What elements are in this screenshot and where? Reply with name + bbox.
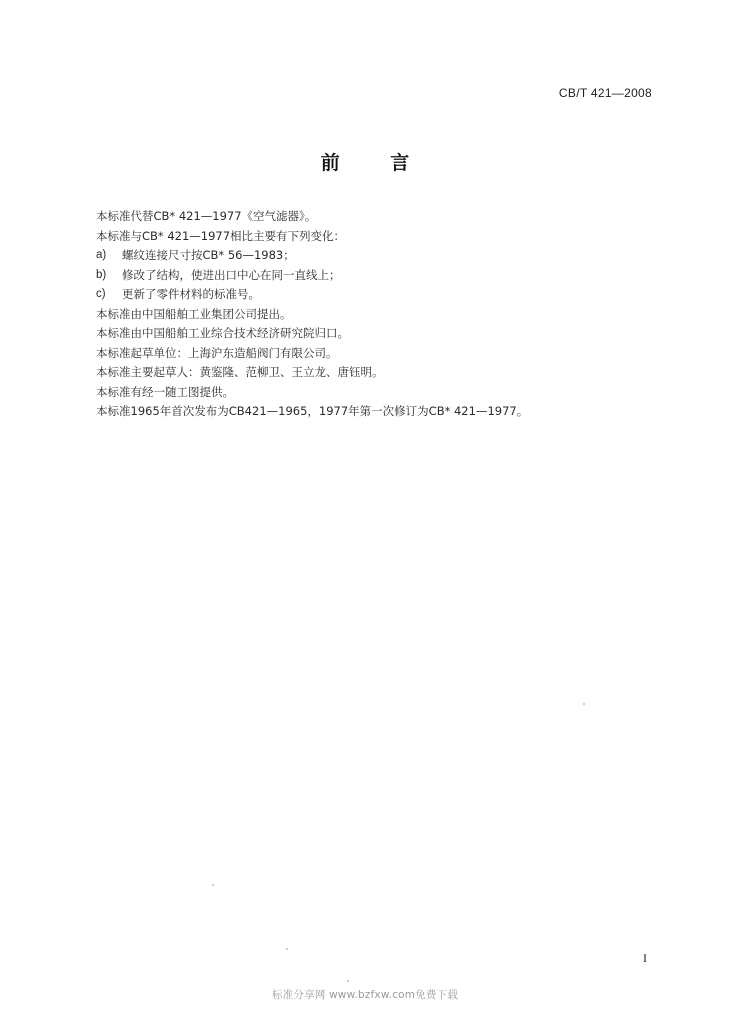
list-item-text: 更新了零件材料的标准号。 — [122, 287, 260, 301]
paragraph: 本标准主要起草人：黄鉴隆、范柳卫、王立龙、唐钰明。 — [96, 365, 384, 379]
list-item-label: b) — [96, 268, 107, 281]
page-title: 前 言 — [320, 152, 432, 174]
paragraph: 本标准与CB* 421—1977相比主要有下列变化： — [96, 228, 346, 243]
scan-speck — [347, 980, 349, 982]
paragraph: 本标准代替CB* 421—1977《空气滤器》。 — [96, 209, 317, 223]
scan-speck — [286, 948, 288, 950]
paragraph: 本标准由中国船舶工业综合技术经济研究院归口。 — [96, 326, 349, 340]
list-item — [96, 246, 656, 266]
list-item-label: c) — [96, 288, 106, 300]
list-item — [96, 266, 656, 286]
scan-speck — [212, 884, 214, 886]
scan-speck — [583, 703, 585, 705]
list-item-label: a) — [96, 249, 107, 261]
paragraph: 本标准起草单位：上海沪东造船阀门有限公司。 — [96, 345, 338, 360]
watermark: 标准分享网 www.bzfxw.com免费下载 — [271, 989, 459, 1001]
paragraph: 本标准有经一随工图提供。 — [96, 384, 234, 399]
standard-code: CB/T 421—2008 — [558, 86, 652, 100]
foreword-body — [96, 207, 656, 422]
paragraph: 本标准1965年首次发布为CB421—1965，1977年第一次修订为CB* 421—1977。 — [96, 404, 529, 418]
list-item-text: 螺纹连接尺寸按CB* 56—1983； — [122, 248, 295, 262]
list-item-text: 修改了结构，使进出口中心在同一直线上； — [122, 267, 341, 282]
paragraph: 本标准由中国船舶工业集团公司提出。 — [96, 306, 292, 321]
list-item — [96, 285, 656, 305]
page-number: I — [643, 951, 647, 965]
